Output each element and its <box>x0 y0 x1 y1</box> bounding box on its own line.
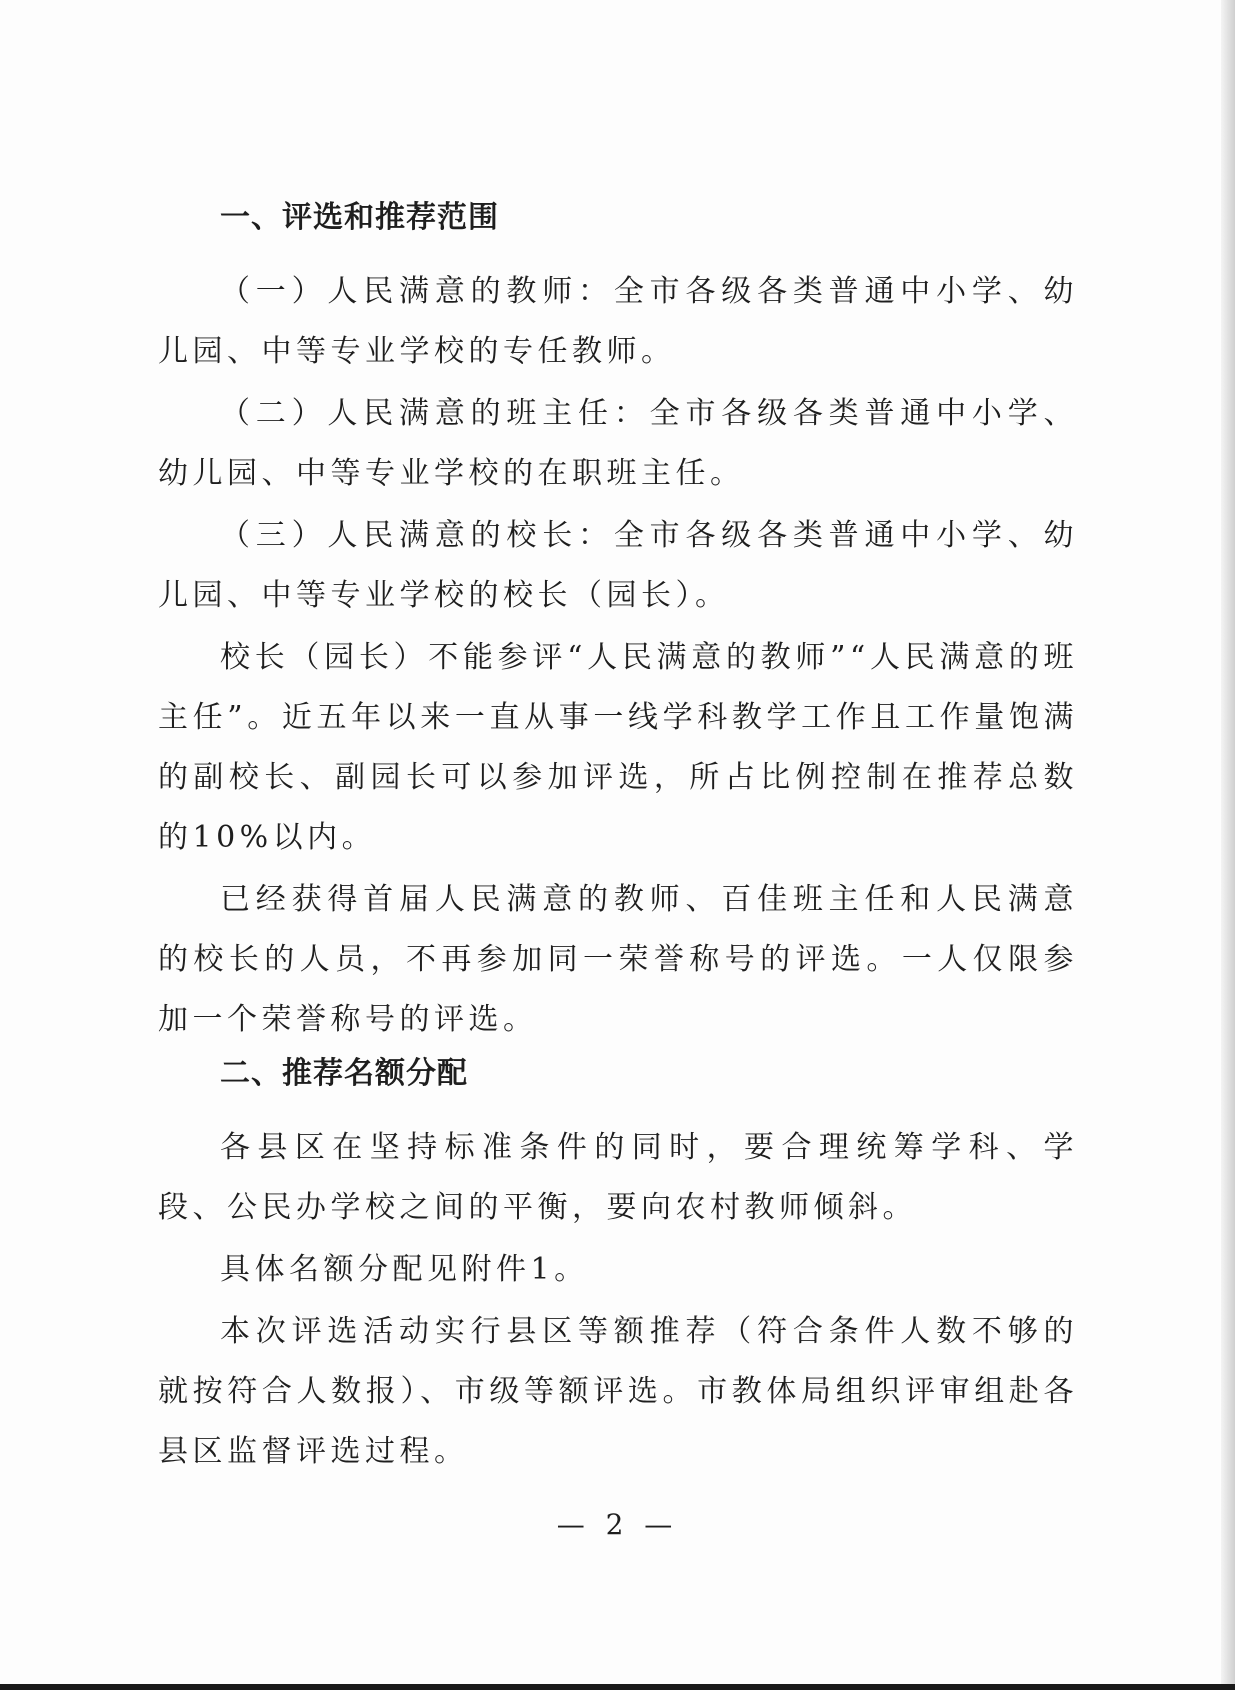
paragraph-selection-process: 本次评选活动实行县区等额推荐（符合条件人数不够的就按符合人数报）、市级等额评选。市教体局组织评审组赴各县区监督评选过程。 <box>158 1314 1078 1469</box>
page-number: — 2 — <box>556 1508 679 1541</box>
paragraph-principal-scope: （三）人民满意的校长：全市各级各类普通中小学、幼儿园、中等专业学校的校长（园长）。 <box>158 518 1078 613</box>
paragraph-head-teacher-scope: （二）人民满意的班主任：全市各级各类普通中小学、幼儿园、中等专业学校的在职班主任。 <box>158 396 1078 491</box>
scan-edge <box>1221 0 1235 1690</box>
paragraph-balance: 各县区在坚持标准条件的同时，要合理统筹学科、学段、公民办学校之间的平衡，要向农村教师倾斜。 <box>158 1130 1078 1225</box>
paragraph-principal-restriction: 校长（园长）不能参评“人民满意的教师”“人民满意的班主任”。近五年以来一直从事一线学科教学工作且工作量饱满的副校长、副园长可以参加评选，所占比例控制在推荐总数的10%以内。 <box>158 640 1078 855</box>
paragraph-previous-winners: 已经获得首届人民满意的教师、百佳班主任和人民满意的校长的人员，不再参加同一荣誉称号的评选。一人仅限参加一个荣誉称号的评选。 <box>158 882 1078 1037</box>
paragraph-teacher-scope: （一）人民满意的教师：全市各级各类普通中小学、幼儿园、中等专业学校的专任教师。 <box>158 274 1078 369</box>
scan-edge-bottom <box>0 1684 1235 1690</box>
section-heading-quota: 二、推荐名额分配 <box>220 1056 468 1091</box>
document-body <box>158 196 1078 1484</box>
section-heading-scope: 一、评选和推荐范围 <box>220 200 499 235</box>
paragraph-attachment-reference: 具体名额分配见附件1。 <box>220 1252 589 1287</box>
